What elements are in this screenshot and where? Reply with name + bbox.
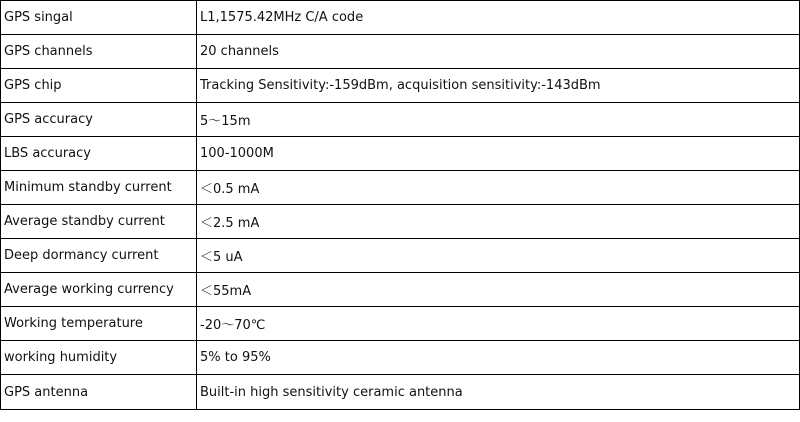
spec-value: Built-in high sensitivity ceramic antenna <box>197 375 800 410</box>
spec-value: -20～70℃ <box>197 307 800 341</box>
spec-label: working humidity <box>1 341 197 375</box>
table-row <box>1 273 800 307</box>
spec-label: Working temperature <box>1 307 197 341</box>
table-row <box>1 103 800 137</box>
spec-label: LBS accuracy <box>1 137 197 171</box>
spec-value: ＜5 uA <box>197 239 800 273</box>
spec-label: GPS chip <box>1 69 197 103</box>
spec-label: GPS singal <box>1 1 197 35</box>
table-row <box>1 1 800 35</box>
spec-value: 5～15m <box>197 103 800 137</box>
spec-label: Average working currency <box>1 273 197 307</box>
spec-value: ＜0.5 mA <box>197 171 800 205</box>
spec-label: GPS accuracy <box>1 103 197 137</box>
spec-label: Average standby current <box>1 205 197 239</box>
table-row <box>1 35 800 69</box>
table-row <box>1 171 800 205</box>
table-row <box>1 137 800 171</box>
spec-value: ＜55mA <box>197 273 800 307</box>
table-row <box>1 375 800 410</box>
spec-value: L1,1575.42MHz C/A code <box>197 1 800 35</box>
spec-value: 5% to 95% <box>197 341 800 375</box>
spec-value: Tracking Sensitivity:-159dBm, acquisition sensitivity:-143dBm <box>197 69 800 103</box>
spec-value: ＜2.5 mA <box>197 205 800 239</box>
spec-label: GPS channels <box>1 35 197 69</box>
spec-label: GPS antenna <box>1 375 197 410</box>
table-row <box>1 307 800 341</box>
spec-label: Deep dormancy current <box>1 239 197 273</box>
table-row <box>1 205 800 239</box>
table-row <box>1 69 800 103</box>
specification-table-body <box>1 1 800 410</box>
spec-label: Minimum standby current <box>1 171 197 205</box>
spec-value: 100-1000M <box>197 137 800 171</box>
table-row <box>1 341 800 375</box>
table-row <box>1 239 800 273</box>
spec-value: 20 channels <box>197 35 800 69</box>
